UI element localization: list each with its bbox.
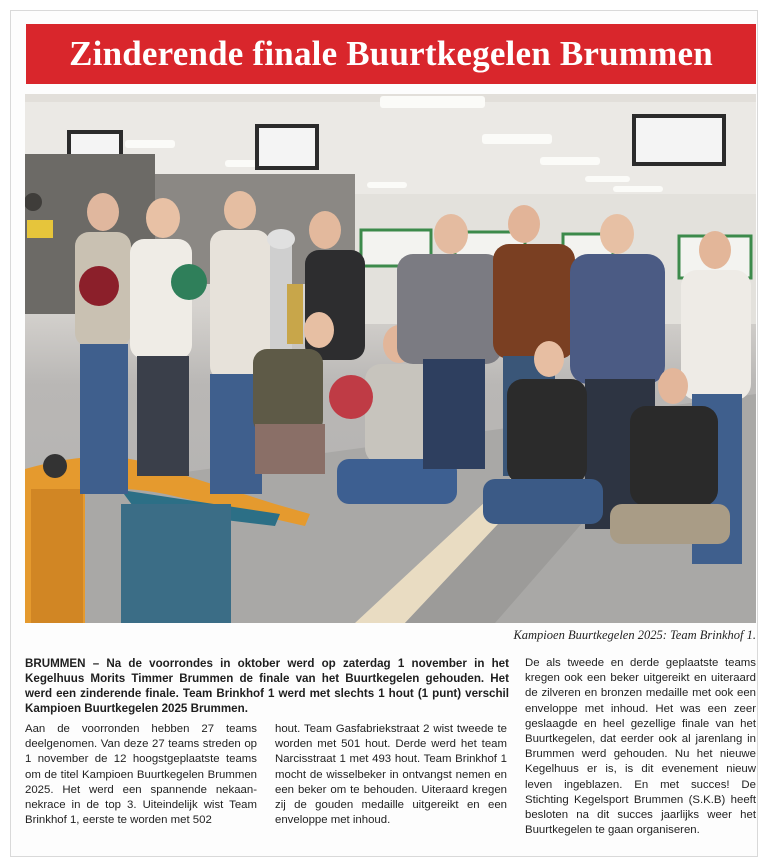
article-column-1: Aan de voorronden hebben 27 teams deelgenomen. Van deze 27 teams streden op 1 november de 12 hoogstgeplaatste teams om de titel Kampioen Buurtkegelen Brummen 2025. Het werd een spannende nekaan-nekrace in de top 3. Uiteindelijk wist Team Brinkhof 1, eerste te worden met 502	[25, 723, 257, 827]
article-lead: BRUMMEN – Na de voorrondes in oktober werd op zaterdag 1 november in het Kegelhuus Morits Timmer Brummen de finale van het Buurtkegelen gehouden. Het werd een zinderende finale. Team Brinkhof 1 werd met slechts 1 hout (1 punt) verschil Kampioen Buurtkegelen 2025 Brummen.	[25, 657, 509, 715]
article-column-3: De als tweede en derde geplaatste teams kregen ook een beker uitgereikt en uiteraard de zilveren en bronzen medaille met ook een enveloppe met inhoud. Het was een zeer geslaagde en heel gezellige finale van het Buurtkegelen, dat eerder ook al jarenlang in Brummen werd gehouden. Nu het nieuwe Kegelhuus er is, is dit evenement nieuw leven ingeblazen. En met succes! De Stichting Kegelsport Brummen (S.K.B) heeft besloten na dit succes jaarlijks weer het Buurtkegelen te gaan organiseren.	[525, 657, 756, 837]
headline: Zinderende finale Buurtkegelen Brummen	[26, 24, 756, 84]
bowling-alley-photo-illustration	[25, 94, 756, 623]
article-column-2: hout. Team Gasfabriekstraat 2 wist tweede te worden met 501 hout. Derde werd het team Narcisstraat 1 met 493 hout. Team Brinkhof 1 mocht de wisselbeker in ontvangst nemen en een beker om te behouden. Uiteraard kregen zij de gouden medaille uitgereikt en een enveloppe met inhoud.	[275, 723, 507, 827]
team-photo	[25, 94, 756, 623]
article-body	[25, 656, 756, 846]
photo-caption: Kampioen Buurtkegelen 2025: Team Brinkhof 1.	[513, 628, 756, 642]
